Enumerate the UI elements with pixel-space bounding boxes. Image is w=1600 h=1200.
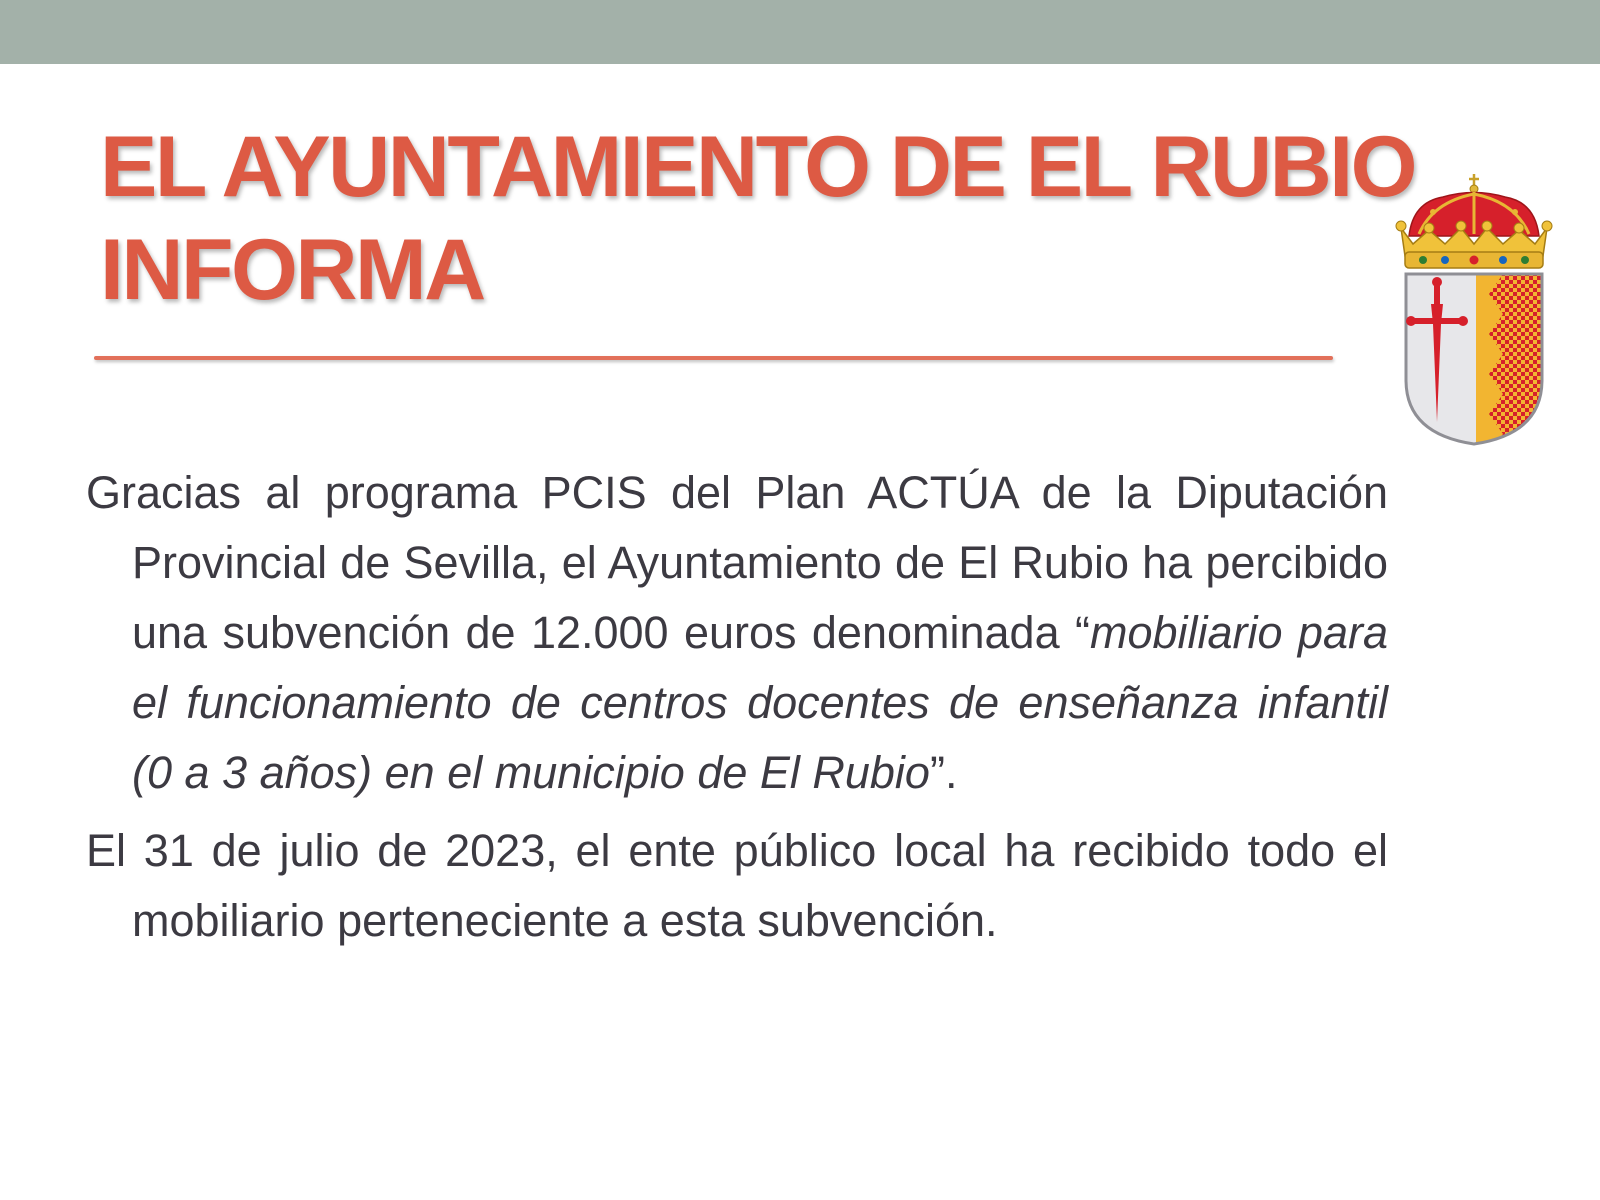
paragraph-delivery: El 31 de julio de 2023, el ente público local ha recibido todo el mobiliario perteneciente a esta subvención. [86,825,1388,946]
slide-title [100,116,1440,322]
subsidy-name: mobiliario para el funcionamiento de centros docentes de enseñanza infantil (0 a 3 años) en el municipio de El Rubio [132,607,1389,798]
paragraph-subsidy [86,458,1388,808]
crown-icon [1396,174,1552,268]
title-divider [94,356,1333,360]
title-line-1: EL AYUNTAMIENTO DE EL RUBIO [100,119,1416,215]
paragraph-subsidy-intro: Gracias al programa PCIS del Plan ACTÚA de la Diputación Provincial de Sevilla, el Ayuntamiento de El Rubio ha percibido una subvención de 12.000 euros denominada “ [86,467,1388,658]
top-banner [0,0,1600,64]
coat-of-arms-icon [1393,172,1555,448]
paragraph-subsidy-end: ”. [929,747,958,798]
notice-body [86,458,1388,964]
title-line-2: INFORMA [100,222,484,318]
